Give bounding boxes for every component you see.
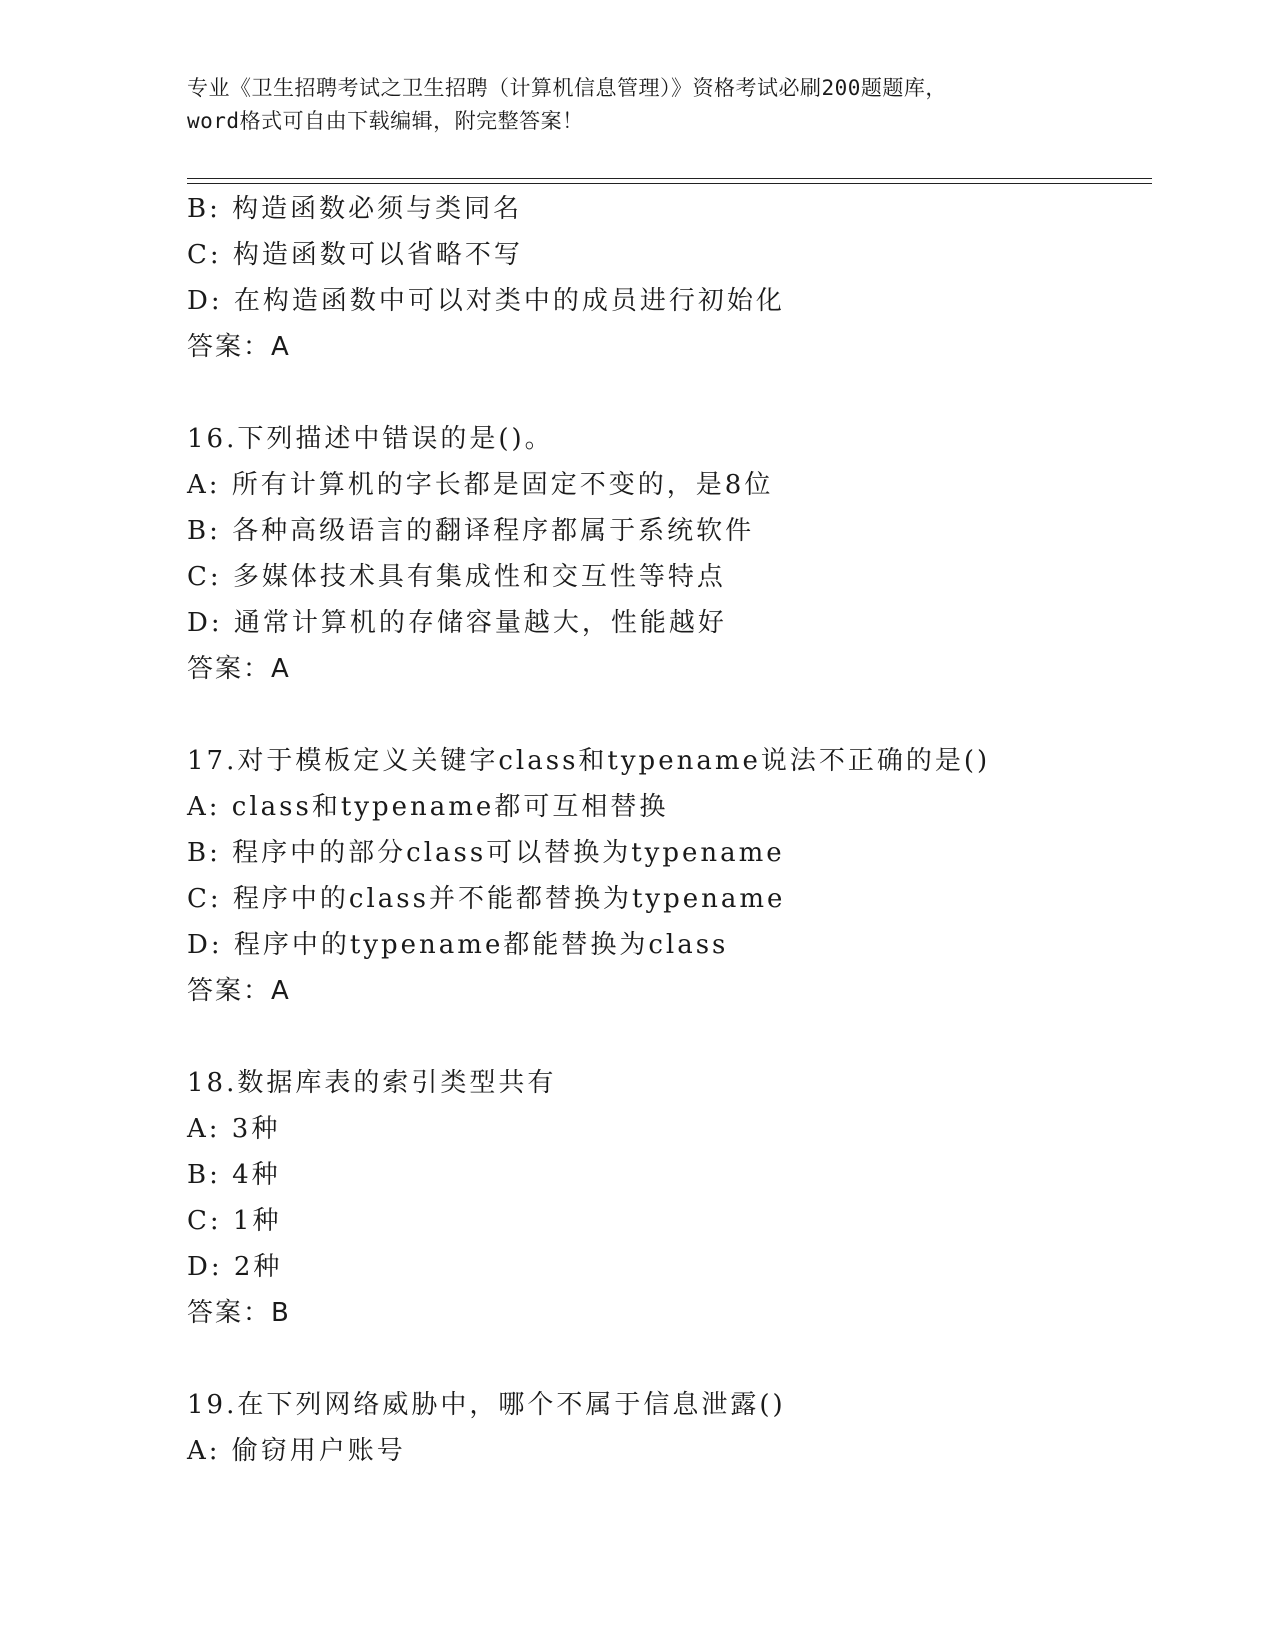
answer: 答案：B <box>187 1298 291 1328</box>
spacer <box>187 1336 1147 1382</box>
option-d: D: 通常计算机的存储容量越大，性能越好 <box>187 608 727 638</box>
header-divider-top <box>187 178 1152 179</box>
question-15-continued <box>187 186 1147 370</box>
option-d: D: 在构造函数中可以对类中的成员进行初始化 <box>187 286 785 316</box>
question-17 <box>187 738 1147 1014</box>
document-header <box>187 72 1087 138</box>
question-19 <box>187 1382 1147 1474</box>
question-list <box>187 186 1147 1474</box>
option-b: B: 各种高级语言的翻译程序都属于系统软件 <box>187 516 755 546</box>
question-stem: 16.下列描述中错误的是()。 <box>187 424 554 454</box>
header-line-1: 专业《卫生招聘考试之卫生招聘（计算机信息管理）》资格考试必刷200题题库， <box>187 76 947 100</box>
option-d: D: 程序中的typename都能替换为class <box>187 930 729 960</box>
question-16 <box>187 416 1147 692</box>
question-stem: 18.数据库表的索引类型共有 <box>187 1068 557 1098</box>
spacer <box>187 692 1147 738</box>
question-stem: 19.在下列网络威胁中，哪个不属于信息泄露() <box>187 1390 786 1420</box>
option-b: B: 程序中的部分class可以替换为typename <box>187 838 785 868</box>
header-divider-bottom <box>187 183 1152 184</box>
option-c: C: 程序中的class并不能都替换为typename <box>187 884 786 914</box>
option-a: A: 3种 <box>187 1114 281 1144</box>
option-b: B: 构造函数必须与类同名 <box>187 194 523 224</box>
answer: 答案：A <box>187 976 291 1006</box>
option-c: C: 1种 <box>187 1206 282 1236</box>
question-stem: 17.对于模板定义关键字class和typename说法不正确的是() <box>187 746 991 776</box>
option-b: B: 4种 <box>187 1160 281 1190</box>
option-a: A: 偷窃用户账号 <box>187 1436 406 1466</box>
option-a: A: 所有计算机的字长都是固定不变的，是8位 <box>187 470 774 500</box>
option-c: C: 多媒体技术具有集成性和交互性等特点 <box>187 562 726 592</box>
option-a: A: class和typename都可互相替换 <box>187 792 669 822</box>
question-18 <box>187 1060 1147 1336</box>
header-line-2: word格式可自由下载编辑，附完整答案！ <box>187 109 584 133</box>
spacer <box>187 1014 1147 1060</box>
option-d: D: 2种 <box>187 1252 283 1282</box>
answer: 答案：A <box>187 332 291 362</box>
answer: 答案：A <box>187 654 291 684</box>
spacer <box>187 370 1147 416</box>
option-c: C: 构造函数可以省略不写 <box>187 240 523 270</box>
